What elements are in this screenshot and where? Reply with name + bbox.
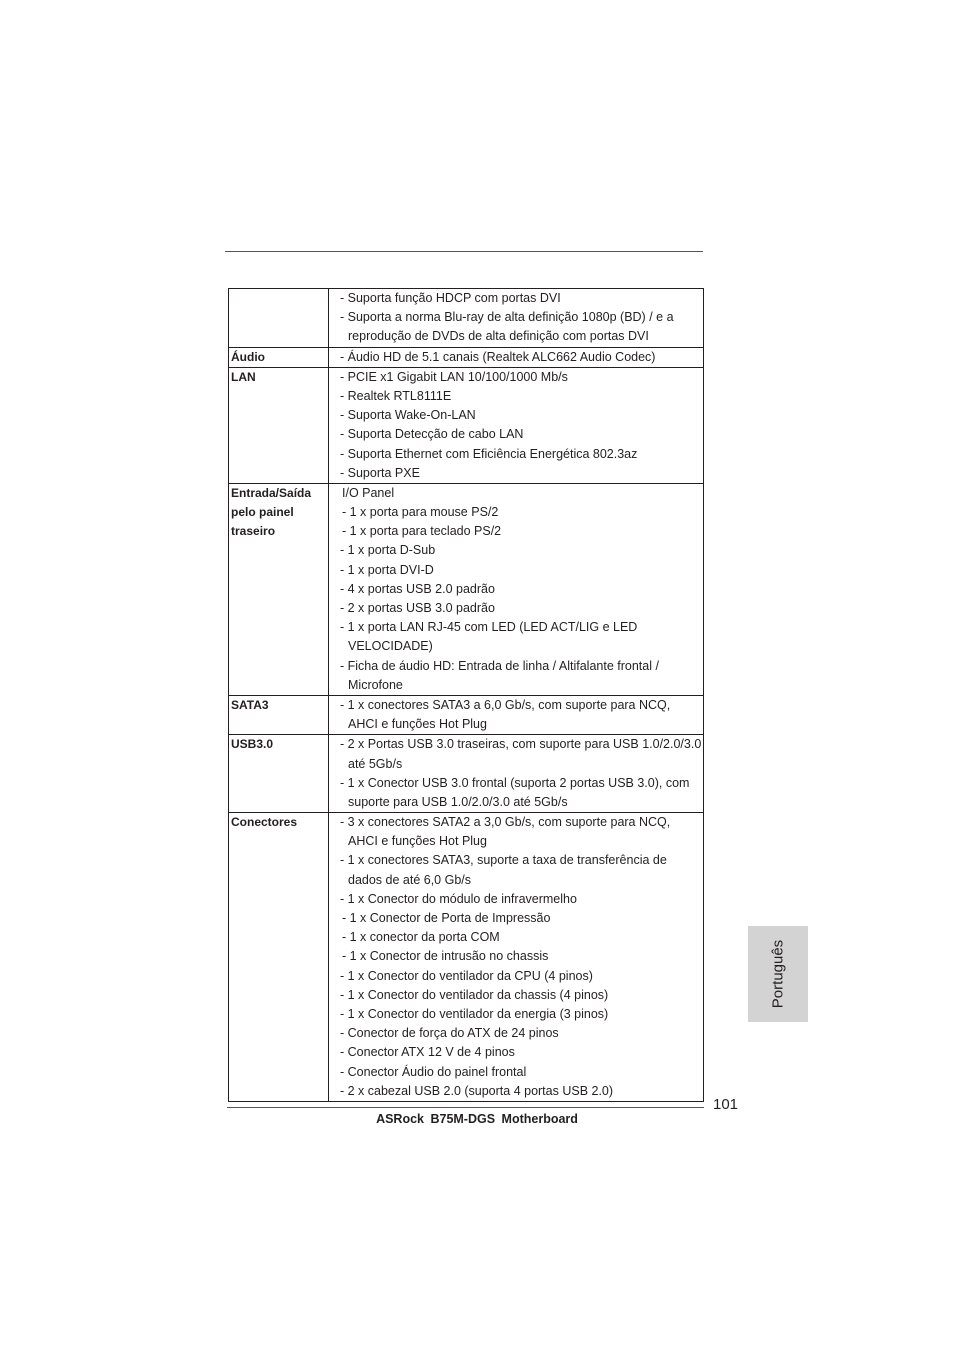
spec-value-line: - Ficha de áudio HD: Entrada de linha / Altifalante frontal /: [340, 658, 659, 673]
spec-label-line: Conectores: [231, 815, 298, 830]
spec-value-line: - Áudio HD de 5.1 canais (Realtek ALC662 Audio Codec): [340, 349, 656, 364]
spec-values: [329, 483, 704, 695]
spec-value-line: - 4 x portas USB 2.0 padrão: [340, 581, 495, 596]
spec-value-line: AHCI e funções Hot Plug: [348, 834, 487, 849]
spec-label: [229, 483, 329, 695]
spec-value-line: VELOCIDADE): [348, 639, 433, 654]
spec-label-line: Áudio: [231, 349, 265, 364]
spec-label-line: USB3.0: [231, 737, 274, 752]
spec-values: [329, 367, 704, 483]
spec-label: [229, 347, 329, 367]
spec-label-line: LAN: [231, 369, 256, 384]
spec-values: [329, 735, 704, 813]
spec-row: [229, 813, 704, 1102]
spec-value-line: - 2 x cabezal USB 2.0 (suporta 4 portas USB 2.0): [340, 1083, 614, 1098]
spec-value-line: - 1 x Conector do ventilador da CPU (4 pinos): [340, 968, 593, 983]
spec-value-line: suporte para USB 1.0/2.0/3.0 até 5Gb/s: [348, 794, 568, 809]
spec-value-line: - 1 x porta DVI-D: [340, 562, 434, 577]
spec-value-line: I/O Panel: [342, 485, 395, 500]
spec-value-line: - 1 x Conector USB 3.0 frontal (suporta 2 portas USB 3.0), com: [340, 775, 690, 790]
spec-value-line: - 2 x portas USB 3.0 padrão: [340, 601, 495, 615]
spec-value-line: - Conector de força do ATX de 24 pinos: [340, 1026, 559, 1041]
spec-row: [229, 695, 704, 734]
spec-values: [329, 347, 704, 367]
spec-value-line: - 1 x Conector de Porta de Impressão: [342, 911, 551, 925]
spec-value-line: - 1 x porta D-Sub: [340, 543, 436, 558]
spec-label: [229, 289, 329, 348]
spec-value-line: - 1 x Conector do ventilador da chassis (4 pinos): [340, 987, 609, 1002]
spec-label: [229, 695, 329, 734]
spec-value-line: Microfone: [348, 677, 403, 692]
spec-label-line: pelo painel: [231, 505, 294, 520]
spec-value-line: - 1 x Conector do módulo de infravermelho: [340, 891, 577, 906]
spec-row: [229, 347, 704, 367]
spec-label-line: Entrada/Saída: [231, 485, 312, 500]
spec-values: [329, 289, 704, 348]
spec-label: [229, 367, 329, 483]
spec-value-line: - 1 x porta LAN RJ-45 com LED (LED ACT/LIG e LED: [340, 620, 638, 635]
spec-label-line: SATA3: [231, 697, 269, 712]
spec-value-line: - 3 x conectores SATA2 a 3,0 Gb/s, com suporte para NCQ,: [340, 815, 671, 830]
spec-row: [229, 483, 704, 695]
spec-values: [329, 813, 704, 1102]
footer-product-name: ASRock B75M-DGS Motherboard: [376, 1112, 578, 1126]
spec-row: [229, 735, 704, 813]
spec-value-line: - Suporta Detecção de cabo LAN: [340, 427, 524, 442]
spec-table: [228, 288, 704, 1102]
top-rule: [225, 251, 703, 252]
spec-value-line: - Suporta Wake-On-LAN: [340, 408, 476, 423]
spec-value-line: - 1 x porta para mouse PS/2: [342, 505, 499, 520]
spec-label: [229, 735, 329, 813]
spec-value-line: dados de até 6,0 Gb/s: [348, 872, 472, 887]
spec-value-line: - 2 x Portas USB 3.0 traseiras, com suporte para USB 1.0/2.0/3.0: [340, 737, 702, 752]
bottom-rule: [227, 1107, 704, 1108]
spec-value-line: - 1 x conectores SATA3 a 6,0 Gb/s, com suporte para NCQ,: [340, 697, 671, 712]
spec-value-line: - Suporta Ethernet com Eficiência Energética 802.3az: [340, 446, 638, 461]
language-tab-label: Português: [769, 939, 787, 1009]
spec-values: [329, 695, 704, 734]
spec-value-line: - 1 x conectores SATA3, suporte a taxa de transferência de: [340, 853, 667, 868]
spec-row: [229, 289, 704, 348]
spec-row: [229, 367, 704, 483]
spec-value-line: até 5Gb/s: [348, 756, 403, 771]
spec-label-line: traseiro: [231, 524, 276, 539]
page-number: 101: [713, 1096, 739, 1113]
spec-table-body: [229, 289, 704, 1102]
spec-value-line: - Conector Áudio do painel frontal: [340, 1064, 527, 1079]
spec-value-line: - PCIE x1 Gigabit LAN 10/100/1000 Mb/s: [340, 369, 568, 384]
spec-value-line: - Suporta a norma Blu-ray de alta definição 1080p (BD) / e a: [340, 310, 674, 325]
spec-value-line: - 1 x porta para teclado PS/2: [342, 524, 502, 539]
language-tab: [748, 926, 808, 1022]
spec-label: [229, 813, 329, 1102]
spec-value-line: - 1 x Conector de intrusão no chassis: [342, 949, 549, 964]
spec-value-line: - Conector ATX 12 V de 4 pinos: [340, 1045, 515, 1060]
spec-value-line: AHCI e funções Hot Plug: [348, 717, 487, 732]
spec-value-line: - 1 x Conector do ventilador da energia (3 pinos): [340, 1006, 609, 1021]
spec-value-line: - 1 x conector da porta COM: [342, 930, 500, 945]
spec-value-line: - Realtek RTL8111E: [340, 388, 452, 403]
spec-value-line: reprodução de DVDs de alta definição com portas DVI: [348, 329, 649, 344]
spec-value-line: - Suporta PXE: [340, 465, 420, 480]
spec-value-line: - Suporta função HDCP com portas DVI: [340, 291, 561, 305]
